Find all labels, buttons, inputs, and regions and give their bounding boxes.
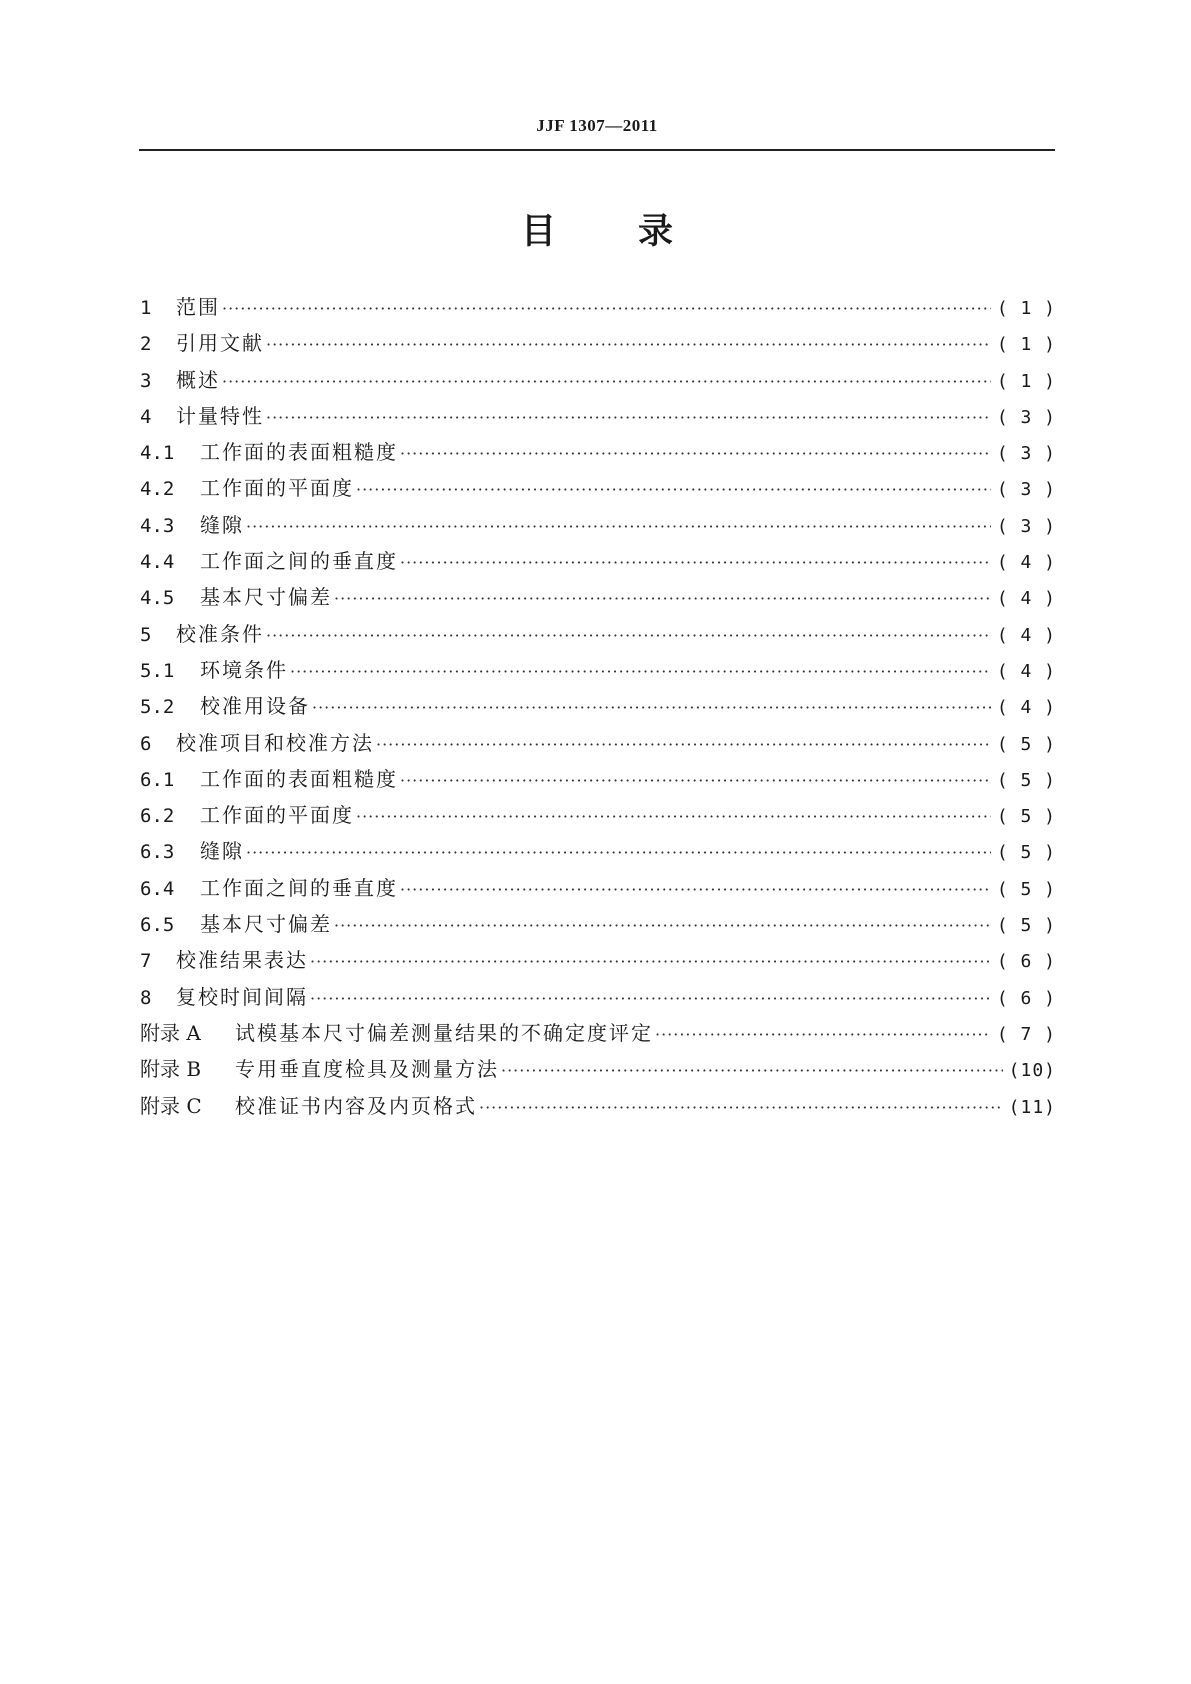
toc-entry-title: 基本尺寸偏差 (200, 912, 332, 937)
toc-entry-number: 7 (140, 950, 152, 973)
toc-entry-page: ( 4 ) (996, 588, 1056, 610)
toc-dot-leader (290, 654, 991, 690)
toc-entry[interactable] (140, 906, 1056, 942)
toc-dot-leader (222, 291, 991, 327)
toc-dot-leader (222, 364, 991, 400)
toc-entry-number: 3 (140, 369, 152, 392)
toc-entry[interactable] (140, 616, 1056, 652)
toc-entry-page: ( 3 ) (996, 515, 1056, 537)
toc-entry-number: 6.4 (140, 877, 175, 900)
toc-entry-title: 工作面之间的垂直度 (200, 875, 398, 900)
toc-entry-number: 4.1 (140, 442, 175, 465)
toc-entry[interactable] (140, 579, 1056, 615)
toc-entry-page: ( 5 ) (996, 842, 1056, 864)
toc-entry-number: 4 (140, 405, 152, 428)
toc-entry[interactable] (140, 870, 1056, 906)
toc-dot-leader (356, 472, 991, 508)
toc-entry-page: ( 6 ) (996, 951, 1056, 973)
header-divider (139, 149, 1055, 151)
toc-entry-page: (10) (1008, 1060, 1056, 1082)
toc-entry-page: ( 4 ) (996, 552, 1056, 574)
toc-entry-page: ( 5 ) (996, 733, 1056, 755)
toc-entry-title: 缝隙 (200, 839, 244, 864)
toc-entry[interactable] (140, 1088, 1056, 1124)
toc-entry[interactable] (140, 761, 1056, 797)
toc-entry-number: 附录 B (140, 1057, 202, 1082)
toc-dot-leader (655, 1017, 991, 1053)
toc-entry-page: (11) (1008, 1096, 1056, 1118)
toc-entry-title: 引用文献 (176, 331, 264, 356)
toc-entry-number: 4.2 (140, 478, 175, 501)
toc-entry[interactable] (140, 1051, 1056, 1087)
toc-dot-leader (334, 908, 991, 944)
toc-dot-leader (246, 509, 991, 545)
toc-entry-title: 工作面的平面度 (200, 476, 354, 501)
toc-entry-number: 8 (140, 986, 152, 1009)
toc-entry[interactable] (140, 362, 1056, 398)
toc-entry[interactable] (140, 507, 1056, 543)
title-char-2: 录 (638, 212, 674, 252)
toc-entry-page: ( 1 ) (996, 334, 1056, 356)
toc-entry[interactable] (140, 289, 1056, 325)
toc-entry-page: ( 5 ) (996, 915, 1056, 937)
toc-dot-leader (400, 872, 991, 908)
toc-entry-title: 复校时间间隔 (176, 984, 308, 1009)
title-char-1: 目 (520, 212, 556, 252)
toc-dot-leader (400, 545, 991, 581)
toc-entry[interactable] (140, 942, 1056, 978)
toc-entry-title: 工作面的平面度 (200, 803, 354, 828)
toc-dot-leader (400, 763, 991, 799)
toc-entry-title: 专用垂直度检具及测量方法 (235, 1057, 499, 1082)
toc-entry-page: ( 1 ) (996, 370, 1056, 392)
toc-entry-number: 5.1 (140, 659, 175, 682)
toc-entry[interactable] (140, 325, 1056, 361)
toc-dot-leader (266, 618, 991, 654)
toc-entry-number: 6.5 (140, 914, 175, 937)
toc-entry-page: ( 3 ) (996, 443, 1056, 465)
toc-entry-title: 校准证书内容及内页格式 (235, 1093, 477, 1118)
toc-dot-leader (312, 690, 991, 726)
toc-dot-leader (310, 981, 991, 1017)
toc-entry-title: 环境条件 (200, 657, 288, 682)
toc-entry-number: 5.2 (140, 696, 175, 719)
toc-entry[interactable] (140, 688, 1056, 724)
document-code: JJF 1307—2011 (536, 116, 658, 135)
toc-entry-page: ( 4 ) (996, 697, 1056, 719)
table-of-contents (140, 289, 1056, 1124)
toc-entry-title: 校准条件 (176, 621, 264, 646)
toc-entry[interactable] (140, 434, 1056, 470)
toc-entry[interactable] (140, 470, 1056, 506)
toc-entry[interactable] (140, 1015, 1056, 1051)
toc-entry-number: 2 (140, 333, 152, 356)
toc-entry[interactable] (140, 543, 1056, 579)
toc-entry-page: ( 3 ) (996, 479, 1056, 501)
toc-entry-title: 工作面的表面粗糙度 (200, 440, 398, 465)
toc-entry[interactable] (140, 652, 1056, 688)
toc-dot-leader (501, 1053, 1003, 1089)
toc-entry-number: 6.2 (140, 805, 175, 828)
toc-entry[interactable] (140, 797, 1056, 833)
toc-entry-title: 范围 (176, 295, 220, 319)
toc-entry-title: 概述 (176, 367, 220, 392)
toc-entry-number: 6.3 (140, 841, 175, 864)
toc-dot-leader (479, 1090, 1003, 1126)
toc-entry-number: 1 (140, 297, 152, 319)
toc-entry-page: ( 4 ) (996, 660, 1056, 682)
toc-entry-title: 计量特性 (176, 403, 264, 428)
page-title (139, 204, 1055, 254)
toc-dot-leader (356, 799, 991, 835)
toc-entry-title: 试模基本尺寸偏差测量结果的不确定度评定 (235, 1020, 653, 1045)
toc-entry-page: ( 7 ) (996, 1023, 1056, 1045)
toc-entry[interactable] (140, 833, 1056, 869)
toc-entry-page: ( 1 ) (996, 298, 1056, 319)
toc-entry-page: ( 4 ) (996, 624, 1056, 646)
toc-entry-number: 附录 C (140, 1093, 202, 1118)
toc-entry-page: ( 5 ) (996, 769, 1056, 791)
toc-entry-title: 缝隙 (200, 512, 244, 537)
toc-entry[interactable] (140, 398, 1056, 434)
toc-entry-number: 6 (140, 732, 152, 755)
toc-dot-leader (246, 835, 991, 871)
toc-entry-number: 附录 A (140, 1020, 201, 1045)
toc-entry-page: ( 6 ) (996, 987, 1056, 1009)
toc-entry-title: 校准项目和校准方法 (176, 730, 374, 755)
toc-entry-number: 4.4 (140, 551, 175, 574)
toc-entry-title: 校准用设备 (200, 694, 310, 719)
toc-entry-number: 4.5 (140, 587, 175, 610)
toc-entry-number: 6.1 (140, 768, 175, 791)
toc-entry-page: ( 5 ) (996, 806, 1056, 828)
toc-dot-leader (376, 727, 991, 763)
toc-dot-leader (266, 327, 991, 363)
toc-dot-leader (266, 400, 991, 436)
toc-entry-number: 4.3 (140, 514, 175, 537)
toc-dot-leader (310, 944, 991, 980)
toc-entry-title: 工作面的表面粗糙度 (200, 766, 398, 791)
toc-entry-title: 校准结果表达 (176, 948, 308, 973)
toc-dot-leader (400, 436, 991, 472)
toc-entry[interactable] (140, 725, 1056, 761)
toc-entry-page: ( 5 ) (996, 878, 1056, 900)
toc-dot-leader (334, 581, 991, 617)
toc-entry-page: ( 3 ) (996, 406, 1056, 428)
toc-entry[interactable] (140, 979, 1056, 1015)
toc-entry-title: 基本尺寸偏差 (200, 585, 332, 610)
toc-entry-title: 工作面之间的垂直度 (200, 549, 398, 574)
toc-entry-number: 5 (140, 623, 152, 646)
